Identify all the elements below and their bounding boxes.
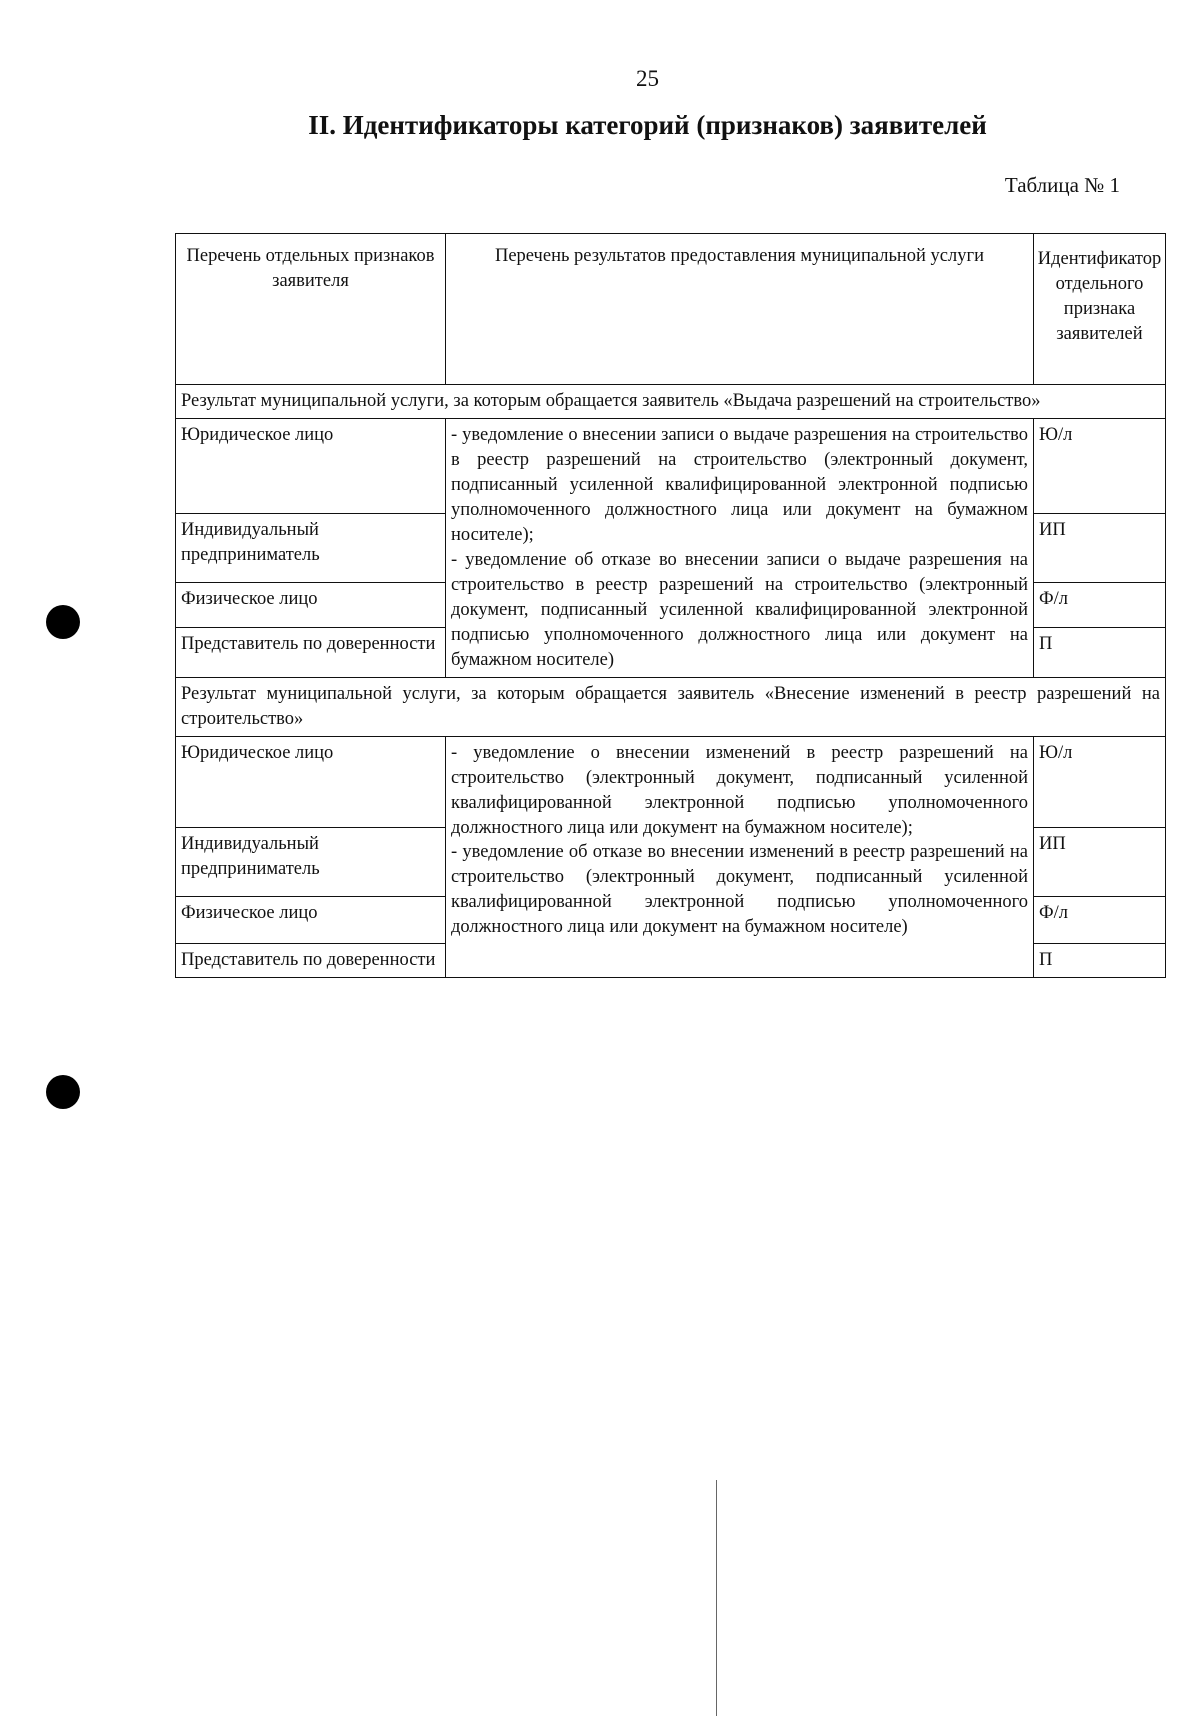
- result-item: - уведомление о внесении изменений в реестр разрешений на строительство (электронный документ, подписанный усиленной квалифицированной электронной подписью уполномоченного должностного лица или документ на бумажном носителе);: [451, 742, 1028, 838]
- identifier-cell: Ф/л: [1034, 582, 1166, 627]
- identifier-cell: П: [1034, 627, 1166, 677]
- scan-artifact-line: [716, 1480, 717, 1716]
- table-row: [176, 418, 1166, 513]
- table-row: [176, 736, 1166, 827]
- table-caption: Таблица № 1: [1004, 173, 1120, 197]
- section-title-row: [176, 677, 1166, 736]
- punch-hole-mark: [46, 1075, 80, 1109]
- result-item: - уведомление об отказе во внесении записи о выдаче разрешения на строительство в реестр разрешений на строительство (электронный документ, подписанный усиленной квалифицированной электронной подписью уполномоченного должностного лица или документ на бумажном носителе): [451, 549, 1028, 670]
- feature-cell: Представитель по доверенности: [176, 943, 446, 977]
- section-title-row: [176, 385, 1166, 419]
- section-heading: II. Идентификаторы категорий (признаков) заявителей: [308, 110, 987, 140]
- feature-cell: Юридическое лицо: [176, 418, 446, 513]
- header-results: Перечень результатов предоставления муниципальной услуги: [446, 234, 1034, 385]
- feature-cell: Индивидуальный предприниматель: [176, 513, 446, 582]
- identifier-cell: ИП: [1034, 827, 1166, 896]
- feature-cell: Представитель по доверенности: [176, 627, 446, 677]
- identifier-cell: ИП: [1034, 513, 1166, 582]
- result-item: - уведомление о внесении записи о выдаче разрешения на строительство в реестр разрешений на строительство (электронный документ, подписанный усиленной квалифицированной электронной подписью уполномоченного должностного лица или документ на бумажном носителе);: [451, 424, 1028, 545]
- feature-cell: Физическое лицо: [176, 582, 446, 627]
- identifier-cell: Ф/л: [1034, 896, 1166, 943]
- identifier-cell: Ю/л: [1034, 736, 1166, 827]
- result-item: - уведомление об отказе во внесении изменений в реестр разрешений на строительство (электронный документ, подписанный усиленной квалифицированной электронной подписью уполномоченного должностного лица или документ на бумажном носителе): [451, 842, 1028, 938]
- section-title: Результат муниципальной услуги, за которым обращается заявитель «Внесение изменений в реестр разрешений на строительство»: [176, 677, 1166, 736]
- feature-cell: Физическое лицо: [176, 896, 446, 943]
- header-features: Перечень отдельных признаков заявителя: [176, 234, 446, 385]
- punch-hole-mark: [46, 605, 80, 639]
- page-number: 25: [636, 66, 659, 91]
- feature-cell: Юридическое лицо: [176, 736, 446, 827]
- results-cell: [446, 736, 1034, 977]
- identifier-cell: Ю/л: [1034, 418, 1166, 513]
- identifier-cell: П: [1034, 943, 1166, 977]
- feature-cell: Индивидуальный предприниматель: [176, 827, 446, 896]
- table-header-row: [176, 234, 1166, 385]
- results-cell: [446, 418, 1034, 677]
- section-title: Результат муниципальной услуги, за которым обращается заявитель «Выдача разрешений на строительство»: [176, 385, 1166, 419]
- applicant-identifiers-table: [175, 233, 1166, 978]
- header-identifier: Идентификатор отдельного признака заявителей: [1034, 234, 1166, 385]
